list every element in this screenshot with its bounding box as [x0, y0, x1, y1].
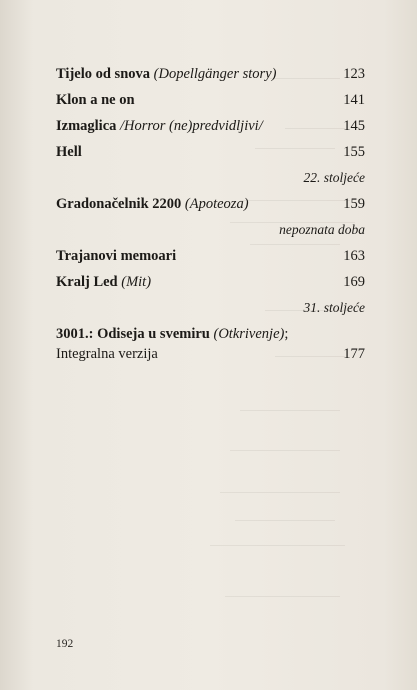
toc-era-heading: 31. stoljeće	[303, 300, 365, 315]
toc-entry-page: 123	[343, 66, 365, 82]
toc-entry-subtitle: (Dopellgänger story)	[153, 66, 277, 82]
toc-entry	[56, 194, 365, 220]
toc-entry	[56, 246, 365, 272]
toc-entry-title: 3001.: Odiseja u svemiru	[56, 326, 210, 342]
toc-entry-title: Klon a ne on	[56, 92, 135, 108]
toc-entry-title: Hell	[56, 144, 82, 160]
table-of-contents	[56, 64, 365, 370]
toc-entry	[56, 324, 365, 370]
toc-entry-second-line: Integralna verzija	[56, 346, 158, 362]
toc-entry-title: Kralj Led	[56, 274, 118, 290]
toc-entry-page: 155	[343, 144, 365, 160]
toc-era-heading: 22. stoljeće	[303, 170, 365, 185]
toc-entry-title: Trajanovi memoari	[56, 248, 177, 264]
toc-entry-page: 177	[343, 346, 365, 362]
toc-entry-subtitle: (Mit)	[121, 274, 152, 290]
toc-era-heading: nepoznata doba	[279, 222, 365, 237]
toc-entry-suffix: ;	[284, 326, 289, 342]
toc-entry	[56, 64, 365, 90]
toc-entry	[56, 142, 365, 168]
toc-entry-subtitle: (Apoteoza)	[184, 196, 249, 212]
toc-entry-page: 163	[343, 248, 365, 264]
toc-entry	[56, 90, 365, 116]
toc-entry-title: Tijelo od snova	[56, 66, 151, 82]
toc-entry-page: 159	[343, 196, 365, 212]
toc-entry-subtitle: /Horror (ne)predvidljivi/	[120, 118, 263, 134]
toc-entry-title: Gradonačelnik 2200	[56, 196, 182, 212]
toc-entry	[56, 272, 365, 298]
toc-entry-page: 145	[343, 118, 365, 134]
toc-entry-subtitle: (Otkrivenje)	[213, 326, 285, 342]
toc-entry	[56, 116, 365, 142]
toc-entry-title: Izmaglica	[56, 118, 117, 134]
toc-entry-page: 169	[343, 274, 365, 290]
page-number: 192	[56, 638, 74, 650]
toc-entry-page: 141	[343, 92, 365, 108]
